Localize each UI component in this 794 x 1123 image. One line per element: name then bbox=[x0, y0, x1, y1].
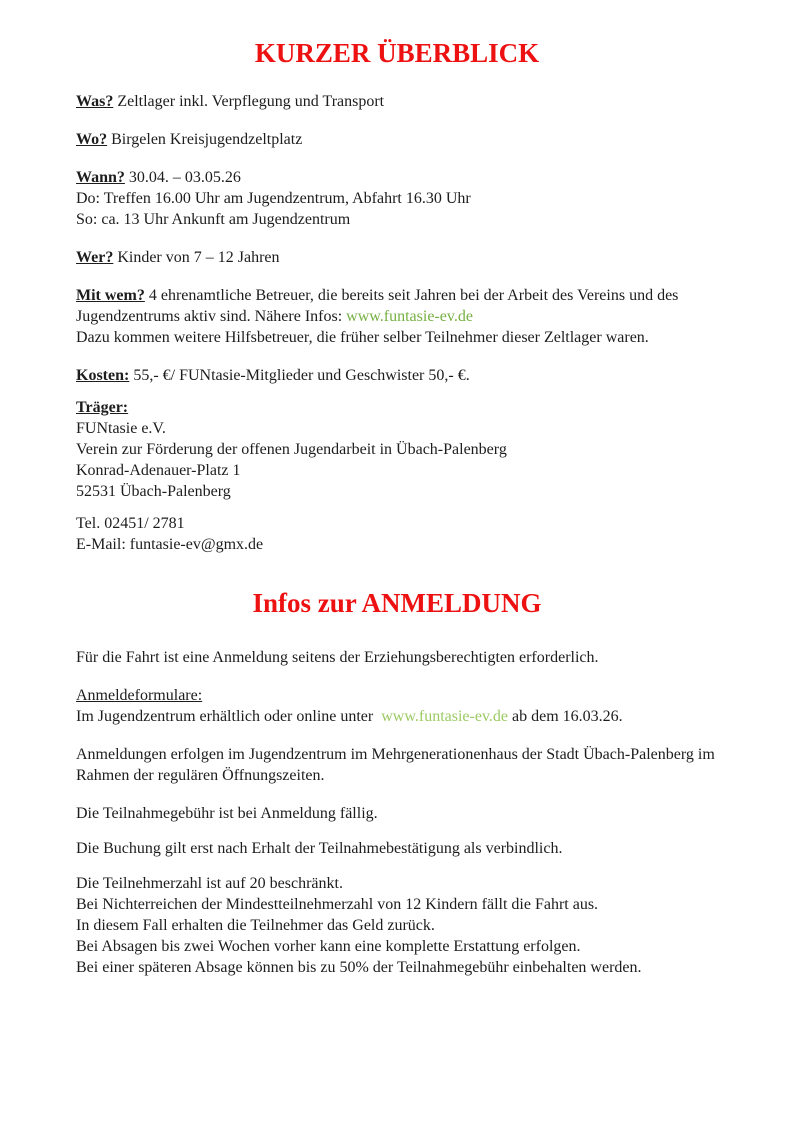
wer-line bbox=[76, 247, 718, 268]
anmeldeort-line2: Rahmen der regulären Öffnungszeiten. bbox=[76, 767, 325, 784]
traeger-street: Konrad-Adenauer-Platz 1 bbox=[76, 462, 241, 479]
gebuehr-line: Die Teilnahmegebühr ist bei Anmeldung fällig. bbox=[76, 805, 378, 822]
anmeldung-intro: Für die Fahrt ist eine Anmeldung seitens der Erziehungsberechtigten erforderlich. bbox=[76, 649, 599, 666]
overview-title: KURZER ÜBERBLICK bbox=[254, 38, 540, 68]
wer-text: Kinder von 7 – 12 Jahren bbox=[117, 249, 280, 266]
section-buchung bbox=[76, 838, 718, 859]
mitwem-line2-prefix: Jugendzentrums aktiv sind. Nähere Infos: bbox=[76, 308, 347, 325]
section-wann bbox=[76, 167, 718, 230]
contact-email: E-Mail: funtasie-ev@gmx.de bbox=[76, 536, 264, 553]
traeger-org-name: FUNtasie e.V. bbox=[76, 420, 166, 437]
buchung-line: Die Buchung gilt erst nach Erhalt der Teilnahmebestätigung als verbindlich. bbox=[76, 840, 563, 857]
formulare-prefix: Im Jugendzentrum erhältlich oder online unter bbox=[76, 708, 378, 725]
anmeldung-intro-para bbox=[76, 647, 718, 668]
section-kosten bbox=[76, 365, 718, 386]
wann-line bbox=[76, 167, 718, 188]
section-anmeldeort bbox=[76, 744, 718, 786]
traeger-city: 52531 Übach-Palenberg bbox=[76, 483, 231, 500]
section-gebuehr bbox=[76, 803, 718, 824]
kosten-label: Kosten: bbox=[76, 367, 130, 384]
regeln-line4: Bei Absagen bis zwei Wochen vorher kann eine komplette Erstattung erfolgen. bbox=[76, 938, 581, 955]
kosten-line bbox=[76, 365, 718, 386]
formulare-heading-line bbox=[76, 685, 718, 706]
contact-phone: Tel. 02451/ 2781 bbox=[76, 515, 185, 532]
section-was bbox=[76, 91, 718, 112]
mitwem-line3: Dazu kommen weitere Hilfsbetreuer, die früher selber Teilnehmer dieser Zeltlager waren. bbox=[76, 329, 649, 346]
formulare-line bbox=[76, 706, 718, 727]
was-text: Zeltlager inkl. Verpflegung und Transport bbox=[117, 93, 385, 110]
section-wo bbox=[76, 129, 718, 150]
funtasie-website-link-2[interactable]: www.funtasie-ev.de bbox=[381, 708, 508, 725]
regeln-line1: Die Teilnehmerzahl ist auf 20 beschränkt. bbox=[76, 875, 343, 892]
traeger-label: Träger: bbox=[76, 399, 129, 416]
funtasie-website-link[interactable]: www.funtasie-ev.de bbox=[346, 308, 473, 325]
wann-text: 30.04. – 03.05.26 bbox=[128, 169, 241, 186]
was-line bbox=[76, 91, 718, 112]
mitwem-line2 bbox=[76, 306, 718, 327]
anmeldung-title: Infos zur ANMELDUNG bbox=[252, 588, 542, 618]
mitwem-label: Mit wem? bbox=[76, 287, 145, 304]
traeger-heading bbox=[76, 397, 718, 418]
wann-line2: Do: Treffen 16.00 Uhr am Jugendzentrum, Abfahrt 16.30 Uhr bbox=[76, 190, 471, 207]
formulare-heading: Anmeldeformulare: bbox=[76, 687, 203, 704]
section-wer bbox=[76, 247, 718, 268]
wann-line3: So: ca. 13 Uhr Ankunft am Jugendzentrum bbox=[76, 211, 351, 228]
was-label: Was? bbox=[76, 93, 114, 110]
traeger-org-description: Verein zur Förderung der offenen Jugendarbeit in Übach-Palenberg bbox=[76, 441, 507, 458]
wo-label: Wo? bbox=[76, 131, 108, 148]
wo-line bbox=[76, 129, 718, 150]
anmeldeort-line1: Anmeldungen erfolgen im Jugendzentrum im Mehrgenerationenhaus der Stadt Übach-Palenberg im bbox=[76, 746, 715, 763]
regeln-line3: In diesem Fall erhalten die Teilnehmer das Geld zurück. bbox=[76, 917, 435, 934]
wann-label: Wann? bbox=[76, 169, 125, 186]
section-traeger bbox=[76, 397, 718, 502]
mitwem-line bbox=[76, 285, 718, 306]
regeln-line2: Bei Nichterreichen der Mindestteilnehmerzahl von 12 Kindern fällt die Fahrt aus. bbox=[76, 896, 599, 913]
section-regeln bbox=[76, 873, 718, 978]
mitwem-text: 4 ehrenamtliche Betreuer, die bereits seit Jahren bei der Arbeit des Vereins und des bbox=[148, 287, 679, 304]
section-contact bbox=[76, 513, 718, 555]
kosten-text: 55,- €/ FUNtasie-Mitglieder und Geschwister 50,- €. bbox=[133, 367, 470, 384]
wo-text: Birgelen Kreisjugendzeltplatz bbox=[111, 131, 303, 148]
formulare-suffix: ab dem 16.03.26. bbox=[508, 708, 623, 725]
section-formulare bbox=[76, 685, 718, 727]
section-mitwem bbox=[76, 285, 718, 348]
wer-label: Wer? bbox=[76, 249, 114, 266]
regeln-line5: Bei einer späteren Absage können bis zu 50% der Teilnahmegebühr einbehalten werden. bbox=[76, 959, 642, 976]
